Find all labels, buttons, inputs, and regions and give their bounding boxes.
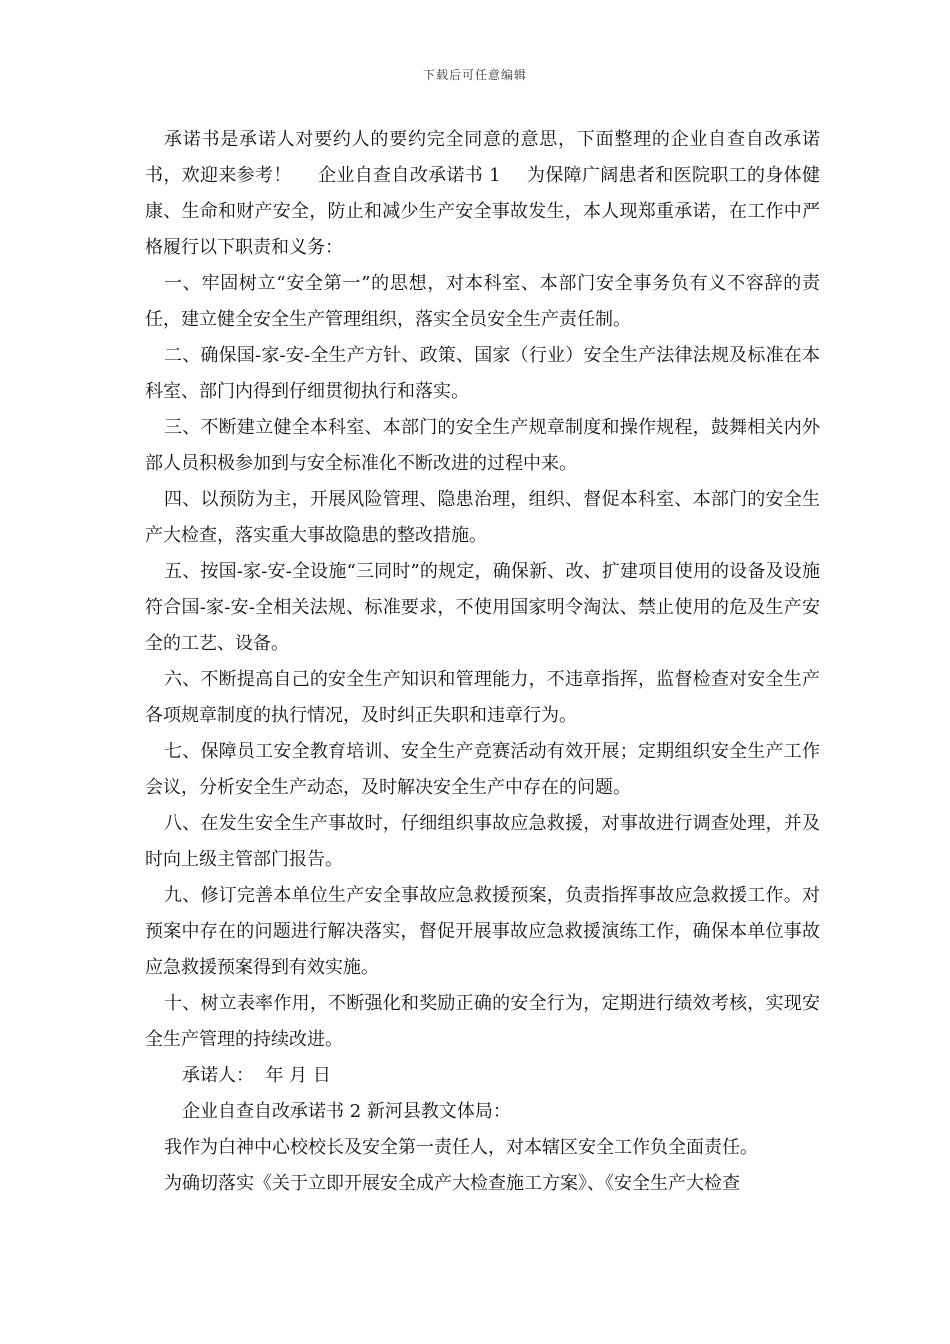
list-item-4: 四、以预防为主，开展风险管理、隐患治理，组织、督促本科室、本部门的安全生产大检查，落实重大事故隐患的整改措施。: [145, 489, 820, 546]
list-item-6: 六、不断提高自己的安全生产知识和管理能力，不违章指挥，监督检查对安全生产各项规章制度的执行情况，及时纠正失职和违章行为。: [145, 669, 820, 726]
list-item-2: 二、确保国-家-安-全生产方针、政策、国家（行业）安全生产法律法规及标准在本科室、部门内得到仔细贯彻执行和落实。: [145, 345, 820, 402]
document-body: [145, 122, 820, 1202]
section-title-1: 企业自查自改承诺书 1: [317, 165, 501, 186]
paragraph-3: 为确切落实《关于立即开展安全成产大检查施工方案》、《安全生产大检查: [164, 1173, 740, 1194]
list-item-9: 九、修订完善本单位生产安全事故应急救援预案，负责指挥事故应急救援工作。对预案中存在的问题进行解决落实，督促开展事故应急救援演练工作，确保本单位事故应急救援预案得到有效实施。: [145, 885, 820, 978]
header-note: 下载后可任意编辑: [422, 68, 527, 82]
list-item-3: 三、不断建立健全本科室、本部门的安全生产规章制度和操作规程，鼓舞相关内外部人员积极参加到与安全标准化不断改进的过程中来。: [145, 417, 820, 474]
list-item-1: 一、牢固树立“安全第一”的思想，对本科室、本部门安全事务负有义不容辞的责任，建立健全安全生产管理组织，落实全员安全生产责任制。: [145, 273, 820, 330]
list-item-7: 七、保障员工安全教育培训、安全生产竞赛活动有效开展；定期组织安全生产工作会议，分析安全生产动态，及时解决安全生产中存在的问题。: [145, 741, 820, 798]
paragraph-2: 我作为白神中心校校长及安全第一责任人，对本辖区安全工作负全面责任。: [164, 1137, 758, 1158]
signature-line: 承诺人： 年 月 日: [182, 1065, 331, 1086]
intro-text-continued: 为保障广阔患者和医院职工的身体健康、生命和财产安全，防止和减少生产安全事故发生，本人现郑重承诺，在工作中严格履行以下职责和义务：: [145, 165, 820, 258]
list-item-8: 八、在发生安全生产事故时，仔细组织事故应急救援，对事故进行调查处理，并及时向上级主管部门报告。: [145, 813, 820, 870]
intro-paragraph: [145, 122, 820, 266]
intro-text: 承诺书是承诺人对要约人的要约完全同意的意思，下面整理的企业自查自改承诺书，欢迎来参考！: [145, 129, 820, 186]
list-item-5: 五、按国-家-安-全设施“三同时”的规定，确保新、改、扩建项目使用的设备及设施符合国-家-安-全相关法规、标准要求，不使用国家明令淘汰、禁止使用的危及生产安全的工艺、设备。: [145, 561, 820, 654]
section-title-2: 企业自查自改承诺书 2 新河县教文体局：: [182, 1101, 511, 1122]
list-item-10: 十、树立表率作用，不断强化和奖励正确的安全行为，定期进行绩效考核，实现安全生产管理的持续改进。: [145, 993, 820, 1050]
